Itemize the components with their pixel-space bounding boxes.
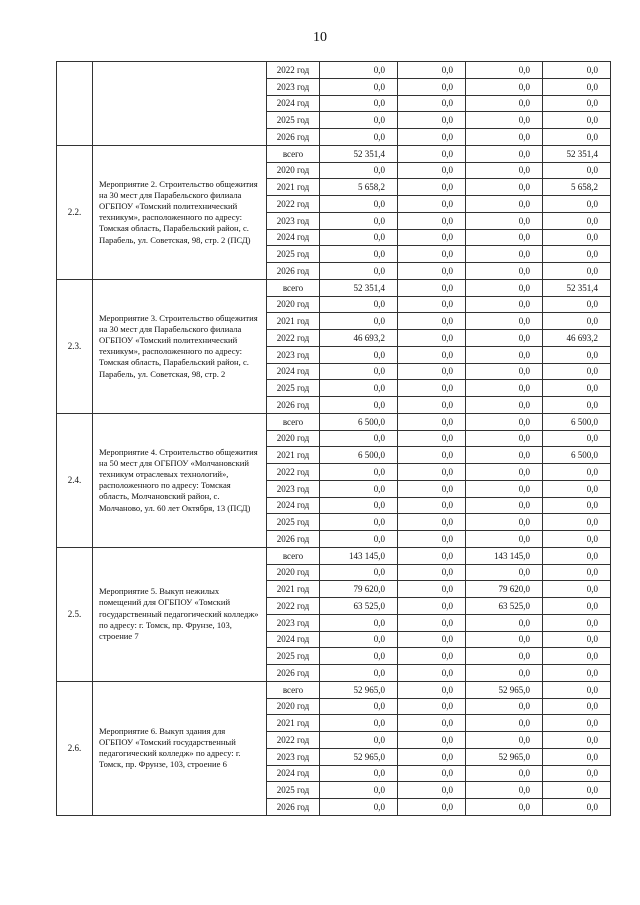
item-description: Мероприятие 2. Строительство общежития на 30 мест для Парабельского филиала ОГБПОУ «Томский политехнический техникум», расположенного по адресу: Томская область, Парабельский район, с. Парабель, ул. Советская, 98, стр. 2 (ПСД) (93, 145, 267, 279)
period-cell: 2026 год (267, 799, 320, 816)
amount-cell: 0,0 (320, 129, 398, 146)
amount-cell: 0,0 (320, 397, 398, 414)
period-cell: 2024 год (267, 95, 320, 112)
amount-cell: 0,0 (466, 531, 543, 548)
amount-cell: 0,0 (398, 330, 466, 347)
amount-cell: 0,0 (398, 145, 466, 162)
amount-cell: 0,0 (543, 430, 611, 447)
amount-cell: 0,0 (320, 665, 398, 682)
period-cell: 2023 год (267, 748, 320, 765)
period-cell: 2022 год (267, 196, 320, 213)
amount-cell: 0,0 (320, 799, 398, 816)
period-cell: 2022 год (267, 732, 320, 749)
amount-cell: 0,0 (398, 263, 466, 280)
amount-cell: 63 525,0 (320, 598, 398, 615)
amount-cell: 0,0 (466, 413, 543, 430)
amount-cell: 0,0 (320, 464, 398, 481)
period-cell: 2026 год (267, 263, 320, 280)
amount-cell: 0,0 (543, 313, 611, 330)
amount-cell: 0,0 (466, 229, 543, 246)
table-row (57, 62, 611, 79)
period-cell: 2020 год (267, 564, 320, 581)
amount-cell: 0,0 (466, 464, 543, 481)
amount-cell: 0,0 (543, 732, 611, 749)
amount-cell: 0,0 (466, 296, 543, 313)
period-cell: 2021 год (267, 715, 320, 732)
amount-cell: 0,0 (320, 614, 398, 631)
amount-cell: 0,0 (466, 698, 543, 715)
amount-cell: 0,0 (398, 765, 466, 782)
amount-cell: 0,0 (398, 380, 466, 397)
amount-cell: 6 500,0 (543, 447, 611, 464)
item-code: 2.4. (57, 413, 93, 547)
amount-cell: 0,0 (320, 196, 398, 213)
amount-cell: 0,0 (466, 564, 543, 581)
amount-cell: 0,0 (398, 614, 466, 631)
period-cell: всего (267, 681, 320, 698)
amount-cell: 0,0 (398, 129, 466, 146)
amount-cell: 79 620,0 (466, 581, 543, 598)
amount-cell: 0,0 (466, 614, 543, 631)
amount-cell: 6 500,0 (320, 447, 398, 464)
amount-cell: 143 145,0 (320, 547, 398, 564)
amount-cell: 0,0 (466, 129, 543, 146)
amount-cell: 5 658,2 (543, 179, 611, 196)
period-cell: 2024 год (267, 229, 320, 246)
amount-cell: 0,0 (466, 514, 543, 531)
amount-cell: 0,0 (398, 480, 466, 497)
amount-cell: 0,0 (320, 698, 398, 715)
amount-cell: 0,0 (398, 514, 466, 531)
amount-cell: 0,0 (320, 430, 398, 447)
amount-cell: 0,0 (466, 363, 543, 380)
amount-cell: 0,0 (466, 78, 543, 95)
amount-cell: 0,0 (466, 497, 543, 514)
period-cell: 2021 год (267, 581, 320, 598)
item-code: 2.6. (57, 681, 93, 815)
period-cell: 2020 год (267, 296, 320, 313)
amount-cell: 0,0 (398, 162, 466, 179)
amount-cell: 0,0 (320, 631, 398, 648)
period-cell: 2025 год (267, 246, 320, 263)
amount-cell: 0,0 (398, 95, 466, 112)
amount-cell: 6 500,0 (320, 413, 398, 430)
amount-cell: 0,0 (543, 480, 611, 497)
amount-cell: 0,0 (466, 145, 543, 162)
amount-cell: 0,0 (398, 531, 466, 548)
period-cell: 2025 год (267, 380, 320, 397)
amount-cell: 0,0 (398, 782, 466, 799)
amount-cell: 0,0 (543, 665, 611, 682)
amount-cell: 52 965,0 (466, 681, 543, 698)
amount-cell: 0,0 (398, 413, 466, 430)
amount-cell: 0,0 (398, 246, 466, 263)
amount-cell: 0,0 (320, 514, 398, 531)
amount-cell: 0,0 (320, 648, 398, 665)
amount-cell: 0,0 (320, 313, 398, 330)
table-row (57, 145, 611, 162)
amount-cell: 0,0 (466, 631, 543, 648)
period-cell: 2021 год (267, 447, 320, 464)
amount-cell: 0,0 (466, 112, 543, 129)
amount-cell: 0,0 (398, 179, 466, 196)
amount-cell: 0,0 (398, 296, 466, 313)
amount-cell: 0,0 (320, 212, 398, 229)
period-cell: 2025 год (267, 648, 320, 665)
amount-cell: 0,0 (398, 598, 466, 615)
item-code: 2.2. (57, 145, 93, 279)
amount-cell: 0,0 (398, 196, 466, 213)
amount-cell: 0,0 (466, 62, 543, 79)
amount-cell: 0,0 (543, 363, 611, 380)
amount-cell: 0,0 (398, 447, 466, 464)
amount-cell: 0,0 (320, 380, 398, 397)
page-number: 10 (313, 30, 327, 45)
amount-cell: 0,0 (398, 732, 466, 749)
amount-cell: 0,0 (466, 799, 543, 816)
amount-cell: 0,0 (543, 631, 611, 648)
amount-cell: 0,0 (543, 95, 611, 112)
amount-cell: 0,0 (398, 715, 466, 732)
amount-cell: 0,0 (543, 748, 611, 765)
period-cell: 2023 год (267, 78, 320, 95)
period-cell: 2025 год (267, 782, 320, 799)
amount-cell: 0,0 (543, 614, 611, 631)
item-description (93, 62, 267, 146)
amount-cell: 52 351,4 (320, 279, 398, 296)
amount-cell: 0,0 (398, 346, 466, 363)
amount-cell: 0,0 (543, 246, 611, 263)
period-cell: всего (267, 145, 320, 162)
amount-cell: 0,0 (398, 229, 466, 246)
amount-cell: 0,0 (543, 598, 611, 615)
table-row (57, 413, 611, 430)
period-cell: 2021 год (267, 179, 320, 196)
amount-cell: 0,0 (398, 313, 466, 330)
amount-cell: 0,0 (543, 497, 611, 514)
amount-cell: 0,0 (543, 782, 611, 799)
amount-cell: 0,0 (466, 380, 543, 397)
amount-cell: 0,0 (320, 363, 398, 380)
amount-cell: 0,0 (543, 62, 611, 79)
amount-cell: 79 620,0 (320, 581, 398, 598)
amount-cell: 0,0 (543, 715, 611, 732)
amount-cell: 0,0 (543, 212, 611, 229)
amount-cell: 52 965,0 (320, 681, 398, 698)
amount-cell: 0,0 (466, 665, 543, 682)
amount-cell: 0,0 (320, 782, 398, 799)
period-cell: всего (267, 279, 320, 296)
amount-cell: 0,0 (466, 765, 543, 782)
amount-cell: 0,0 (543, 112, 611, 129)
amount-cell: 0,0 (543, 397, 611, 414)
item-description: Мероприятие 5. Выкуп нежилых помещений для ОГБПОУ «Томский государственный педагогический колледж» по адресу: г. Томск, пр. Фрунзе, 103, строение 7 (93, 547, 267, 681)
item-code (57, 62, 93, 146)
amount-cell: 0,0 (466, 95, 543, 112)
amount-cell: 0,0 (320, 346, 398, 363)
amount-cell: 0,0 (398, 430, 466, 447)
period-cell: 2023 год (267, 346, 320, 363)
amount-cell: 0,0 (466, 263, 543, 280)
amount-cell: 0,0 (543, 564, 611, 581)
amount-cell: 0,0 (543, 229, 611, 246)
amount-cell: 0,0 (398, 748, 466, 765)
amount-cell: 0,0 (320, 564, 398, 581)
period-cell: 2022 год (267, 598, 320, 615)
amount-cell: 0,0 (466, 330, 543, 347)
amount-cell: 0,0 (543, 196, 611, 213)
period-cell: 2024 год (267, 363, 320, 380)
amount-cell: 0,0 (320, 765, 398, 782)
amount-cell: 52 351,4 (543, 279, 611, 296)
amount-cell: 0,0 (398, 363, 466, 380)
amount-cell: 0,0 (398, 62, 466, 79)
amount-cell: 0,0 (320, 497, 398, 514)
amount-cell: 0,0 (398, 279, 466, 296)
period-cell: 2025 год (267, 112, 320, 129)
period-cell: 2022 год (267, 62, 320, 79)
amount-cell: 0,0 (543, 263, 611, 280)
amount-cell: 0,0 (543, 765, 611, 782)
amount-cell: 0,0 (466, 346, 543, 363)
amount-cell: 0,0 (466, 648, 543, 665)
amount-cell: 0,0 (320, 296, 398, 313)
amount-cell: 0,0 (320, 162, 398, 179)
amount-cell: 0,0 (466, 212, 543, 229)
amount-cell: 0,0 (543, 547, 611, 564)
amount-cell: 0,0 (543, 799, 611, 816)
amount-cell: 52 351,4 (543, 145, 611, 162)
amount-cell: 0,0 (398, 681, 466, 698)
amount-cell: 0,0 (320, 732, 398, 749)
period-cell: 2020 год (267, 698, 320, 715)
amount-cell: 0,0 (398, 212, 466, 229)
amount-cell: 0,0 (398, 648, 466, 665)
amount-cell: 0,0 (543, 464, 611, 481)
table-row (57, 681, 611, 698)
amount-cell: 0,0 (466, 313, 543, 330)
amount-cell: 143 145,0 (466, 547, 543, 564)
amount-cell: 0,0 (466, 447, 543, 464)
period-cell: всего (267, 413, 320, 430)
amount-cell: 0,0 (398, 547, 466, 564)
amount-cell: 0,0 (543, 78, 611, 95)
period-cell: 2023 год (267, 614, 320, 631)
amount-cell: 0,0 (320, 229, 398, 246)
period-cell: 2020 год (267, 430, 320, 447)
budget-table-body (57, 62, 611, 816)
amount-cell: 63 525,0 (466, 598, 543, 615)
amount-cell: 0,0 (466, 196, 543, 213)
period-cell: 2022 год (267, 330, 320, 347)
amount-cell: 0,0 (398, 112, 466, 129)
amount-cell: 0,0 (398, 78, 466, 95)
amount-cell: 0,0 (320, 246, 398, 263)
amount-cell: 0,0 (320, 531, 398, 548)
amount-cell: 0,0 (466, 397, 543, 414)
amount-cell: 6 500,0 (543, 413, 611, 430)
period-cell: 2026 год (267, 397, 320, 414)
amount-cell: 0,0 (320, 78, 398, 95)
period-cell: 2024 год (267, 497, 320, 514)
amount-cell: 0,0 (398, 564, 466, 581)
table-row (57, 279, 611, 296)
item-description: Мероприятие 3. Строительство общежития на 30 мест для Парабельского филиала ОГБПОУ «Томский политехнический техникум», расположенного по адресу: Томская область, Парабельский район, с. Парабель, ул. Советская, 98, стр. 2 (93, 279, 267, 413)
period-cell: 2024 год (267, 765, 320, 782)
amount-cell: 46 693,2 (543, 330, 611, 347)
amount-cell: 0,0 (543, 162, 611, 179)
amount-cell: 5 658,2 (320, 179, 398, 196)
item-code: 2.5. (57, 547, 93, 681)
amount-cell: 0,0 (398, 464, 466, 481)
amount-cell: 0,0 (466, 279, 543, 296)
amount-cell: 0,0 (320, 715, 398, 732)
period-cell: 2023 год (267, 212, 320, 229)
amount-cell: 0,0 (398, 799, 466, 816)
amount-cell: 0,0 (466, 480, 543, 497)
amount-cell: 0,0 (320, 480, 398, 497)
period-cell: 2026 год (267, 665, 320, 682)
item-code: 2.3. (57, 279, 93, 413)
period-cell: всего (267, 547, 320, 564)
amount-cell: 0,0 (320, 263, 398, 280)
amount-cell: 0,0 (543, 681, 611, 698)
amount-cell: 0,0 (398, 698, 466, 715)
table-row (57, 547, 611, 564)
amount-cell: 0,0 (398, 397, 466, 414)
amount-cell: 0,0 (543, 129, 611, 146)
amount-cell: 0,0 (543, 581, 611, 598)
amount-cell: 0,0 (398, 581, 466, 598)
item-description: Мероприятие 4. Строительство общежития на 50 мест для ОГБПОУ «Молчановский техникум отраслевых технологий», расположенного по адресу: Томская область, Молчановский район, с. Молчаново, ул. 60 лет Октября, 13 (ПСД) (93, 413, 267, 547)
period-cell: 2026 год (267, 129, 320, 146)
amount-cell: 0,0 (543, 380, 611, 397)
period-cell: 2020 год (267, 162, 320, 179)
period-cell: 2025 год (267, 514, 320, 531)
amount-cell: 52 965,0 (466, 748, 543, 765)
period-cell: 2023 год (267, 480, 320, 497)
budget-table (56, 61, 611, 816)
amount-cell: 0,0 (466, 179, 543, 196)
amount-cell: 0,0 (466, 782, 543, 799)
amount-cell: 0,0 (398, 631, 466, 648)
amount-cell: 0,0 (543, 346, 611, 363)
amount-cell: 52 351,4 (320, 145, 398, 162)
item-description: Мероприятие 6. Выкуп здания для ОГБПОУ «Томский государственный педагогический колледж» по адресу: г. Томск, пр. Фрунзе, 103, строение 6 (93, 681, 267, 815)
amount-cell: 0,0 (543, 296, 611, 313)
amount-cell: 0,0 (543, 514, 611, 531)
amount-cell: 0,0 (466, 430, 543, 447)
amount-cell: 0,0 (543, 698, 611, 715)
amount-cell: 0,0 (466, 246, 543, 263)
amount-cell: 0,0 (466, 715, 543, 732)
amount-cell: 0,0 (320, 62, 398, 79)
amount-cell: 0,0 (543, 648, 611, 665)
amount-cell: 0,0 (398, 665, 466, 682)
amount-cell: 0,0 (466, 162, 543, 179)
amount-cell: 0,0 (320, 95, 398, 112)
amount-cell: 0,0 (543, 531, 611, 548)
period-cell: 2026 год (267, 531, 320, 548)
period-cell: 2024 год (267, 631, 320, 648)
amount-cell: 0,0 (398, 497, 466, 514)
amount-cell: 0,0 (320, 112, 398, 129)
period-cell: 2022 год (267, 464, 320, 481)
amount-cell: 52 965,0 (320, 748, 398, 765)
amount-cell: 0,0 (466, 732, 543, 749)
period-cell: 2021 год (267, 313, 320, 330)
amount-cell: 46 693,2 (320, 330, 398, 347)
